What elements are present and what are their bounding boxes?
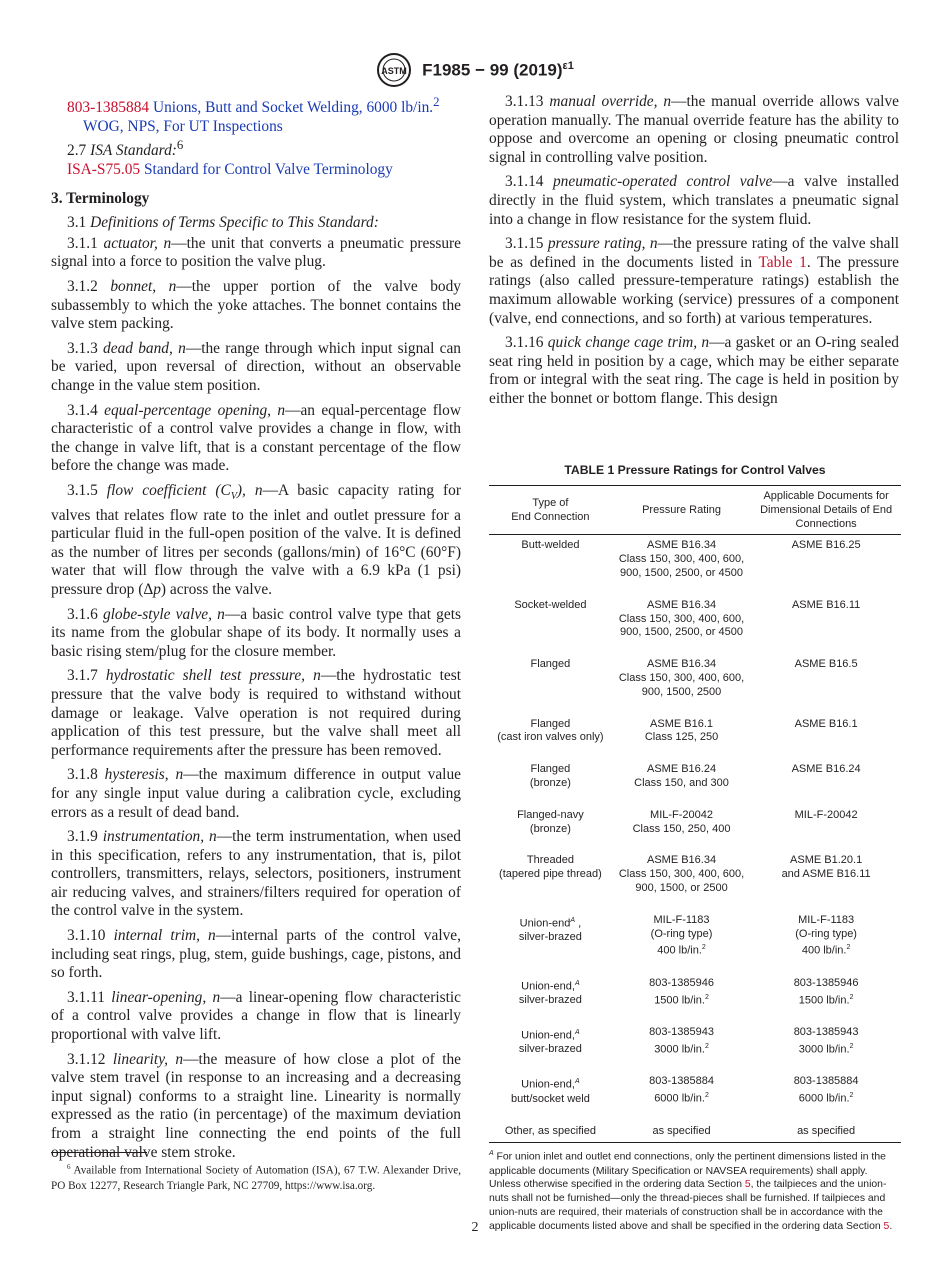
definition-3-1-8: 3.1.8 hysteresis, n—the maximum difference in output value for any single input value during a calibration cycle, excluding errors as a result of dead band. [51, 766, 461, 821]
definition-3-1-6: 3.1.6 globe-style valve, n—a basic control valve type that gets its name from the globular shape of its body. It normally uses a basic rising stem/plug for the closure member. [51, 605, 461, 660]
table-spacer-cell [612, 836, 751, 850]
table-cell: ASME B16.34 Class 150, 300, 400, 600, 900, 1500, 2500, or 4500 [618, 539, 745, 579]
page-number: 2 [471, 1220, 479, 1235]
table-spacer-cell [751, 791, 901, 805]
designation: F1985 − 99 $(2019)^{\varepsilon 1}$ [422, 59, 574, 80]
table-row-spacer [489, 836, 901, 850]
table-spacer-cell [612, 640, 751, 654]
ref-continuation: WOG, NPS, For UT Inspections [83, 117, 283, 135]
table-cell: ASME B16.5 [794, 658, 858, 671]
table-cell: Other, as specified [489, 1121, 612, 1143]
table-row-spacer [489, 959, 901, 973]
table-spacer-cell [751, 700, 901, 714]
table-row-spacer [489, 640, 901, 654]
table-spacer-cell [751, 896, 901, 910]
table-cell: Union-end$^A$ , silver-brazed [518, 916, 582, 944]
table-cell: as specified [612, 1121, 751, 1143]
table-spacer-cell [751, 1057, 901, 1071]
table-spacer-cell [489, 1008, 612, 1022]
table-cell: 803-1385943 3000 lb/in.$^2$ [793, 1026, 859, 1056]
table-row [489, 850, 901, 895]
table-row [489, 654, 901, 699]
table-caption: TABLE 1 Pressure Ratings for Control Valves [564, 463, 826, 477]
table-cell: Union-end,$^A$ silver-brazed [518, 1029, 582, 1056]
table-cell: ASME B16.34 Class 150, 300, 400, 600, 900, 1500, or 2500 [618, 854, 745, 894]
table-1-link[interactable]: Table 1 [758, 253, 807, 271]
ref-803-1385884-link[interactable]: 803-1385884 [67, 99, 150, 117]
svg-text:ASTM: ASTM [381, 66, 407, 76]
table-spacer-cell [751, 1008, 901, 1022]
table-cell: MIL-F-1183 (O-ring type) 400 lb/in.$^2$ [650, 913, 713, 957]
table-cell: ASME B16.11 [791, 598, 861, 611]
table-spacer-cell [612, 700, 751, 714]
table-cell: MIL-F-20042 [794, 808, 858, 821]
table-cell: Flanged-navy (bronze) [517, 808, 584, 835]
table-spacer-cell [751, 836, 901, 850]
table-row-spacer [489, 1008, 901, 1022]
table-header-cell: Pressure Rating [612, 486, 751, 535]
astm-logo-icon [376, 52, 412, 88]
table-row [489, 714, 901, 746]
table-row [489, 1022, 901, 1057]
table-cell: 803-1385943 3000 lb/in.$^2$ [649, 1026, 714, 1056]
definition-3-1-9: 3.1.9 instrumentation, n—the term instrumentation, when used in this specification, refers to any instrumentation, that is, pilot controllers, transmitters, relays, selectors, positioners, instrument air reducing valves, and strainers/filters required for operation of the control valve in the system. [51, 828, 461, 920]
section-heading-terminology: 3. Terminology [51, 189, 150, 207]
table-spacer-cell [612, 581, 751, 595]
ref-803-1385884: 803-1385884 Unions, Butt and Socket Welding, 6000 lb/in.$^2$ [67, 95, 440, 117]
table-spacer-cell [751, 640, 901, 654]
table-spacer-cell [612, 791, 751, 805]
left-column [51, 93, 461, 1168]
table-spacer-cell [751, 745, 901, 759]
table-cell: MIL-F-20042 Class 150, 250, 400 [632, 808, 731, 835]
table-row-spacer [489, 1057, 901, 1071]
definition-3-1-2: 3.1.2 bonnet, n—the upper portion of the valve body subassembly to which the yoke attaches. The bonnet contains the valve stem packing. [51, 278, 461, 333]
table-row-spacer [489, 1107, 901, 1121]
table-spacer-cell [489, 791, 612, 805]
table-spacer-cell [612, 1107, 751, 1121]
table-cell: Butt-welded [521, 539, 580, 552]
table-spacer-cell [612, 1008, 751, 1022]
footnote-rule [51, 1152, 147, 1153]
table-row-spacer [489, 745, 901, 759]
page-header [0, 52, 950, 88]
table-cell: 803-1385884 6000 lb/in.$^2$ [649, 1075, 714, 1105]
table-cell: Socket-welded [514, 598, 587, 611]
table-cell: MIL-F-1183 (O-ring type) 400 lb/in.$^2$ [795, 913, 857, 957]
table-cell: ASME B16.1 Class 125, 250 [644, 717, 719, 744]
table-spacer-cell [612, 745, 751, 759]
table-header-cell: Type of End Connection [489, 486, 612, 535]
table-row [489, 805, 901, 837]
pressure-ratings-table [489, 485, 901, 1143]
definition-3-1-12: 3.1.12 linearity, n—the measure of how close a plot of the valve stem travel (in response to an increasing and a decreasing input signal) conforms to a straight line. Linearity is normally expressed as the ratio (in percentage) of the maximum deviation from a straight line connecting the end points of the full operational valve stem stroke. [51, 1050, 461, 1161]
definition-3-1-11: 3.1.11 linear-opening, n—a linear-opening flow characteristic of a control valve provides a change in flow that is linearly proportional with valve lift. [51, 988, 461, 1044]
table-spacer-cell [489, 1107, 612, 1121]
definition-3-1-10: 3.1.10 internal trim, n—internal parts of the control valve, including seat rings, plug, stem, guide bushings, cage, pistons, and so forth. [51, 927, 461, 982]
table-spacer-cell [489, 700, 612, 714]
table-header-cell: Applicable Documents for Dimensional Details of End Connections [751, 486, 901, 535]
table-spacer-cell [751, 1107, 901, 1121]
section-2-7: 2.7 ISA Standard:$^6$ [67, 138, 184, 160]
footnote-6: $^6$ Available from International Society of Automation (ISA), 67 T.W. Alexander Drive, PO Box 12277, Research Triangle Park, NC 27709, https://www.isa.org. [51, 1163, 461, 1192]
definition-3-1-7: 3.1.7 hydrostatic shell test pressure, n—the hydrostatic test pressure that the valve body is required to withstand without damage or leakage. Valve operation is not required during application of this test pressure, but the valve shall meet all performance requirements after the pressure has been removed. [51, 667, 461, 759]
table-cell: Threaded (tapered pipe thread) [499, 854, 602, 881]
table-cell: ASME B16.34 Class 150, 300, 400, 600, 900, 1500, 2500 [618, 658, 745, 698]
table-cell: Flanged [530, 658, 571, 671]
table-spacer-cell [489, 896, 612, 910]
table-spacer-cell [751, 959, 901, 973]
table-spacer-cell [612, 959, 751, 973]
table-cell: ASME B16.1 [794, 717, 858, 730]
table-cell: Union-end,$^A$ butt/socket weld [510, 1078, 590, 1105]
table-spacer-cell [489, 745, 612, 759]
table-row-spacer [489, 791, 901, 805]
definition-3-1-5: 3.1.5 flow coefficient $(C_V)$, n—A basic capacity rating for valves that relates flow rate to the inlet and outlet pressure for a particular fluid in the full-open position of the valve. It is defined as the number of litres per seconds (gallons/min) of 16°C (60°F) water that will flow through the valve with a 6.9 kPa (1 psi) pressure drop (Δp) across the valve. [51, 481, 461, 598]
definition-3-1-15: 3.1.15 pressure rating, n—the pressure rating of the valve shall be as defined in the documents listed in Table 1. The pressure ratings (also called pressure-temperature ratings) establish the maximum allowable working (service) pressures of a component (valve, end connections, and so forth) at various temperatures. [489, 235, 900, 327]
table-row-spacer [489, 896, 901, 910]
table-footnote: $^A$ For union inlet and outlet end connections, only the pertinent dimensions listed in the applicable documents (Military Specification or NAVSEA requirements) shall apply. Unless otherwise specified in the ordering data Section 5, the tailpieces and the union-nuts shall not be furnished—only the thread-pieces shall be furnished. If tailpieces and union-nuts are required, their materials of construction shall be in accordance with the applicable documents listed above and shall be specified in the ordering data Section 5. [489, 1150, 893, 1232]
right-column [489, 93, 899, 415]
definition-3-1-14: 3.1.14 pneumatic-operated control valve—a valve installed directly in the fluid system, which translates a pneumatic signal into a change in flow resistance for the system fluid. [489, 173, 899, 228]
table-row-spacer [489, 581, 901, 595]
section-5-link[interactable]: 5 [744, 1179, 751, 1191]
table-cell: as specified [751, 1121, 901, 1143]
table-spacer-cell [489, 640, 612, 654]
table-row [489, 595, 901, 640]
ref-isa: ISA-S75.05 Standard for Control Valve Terminology [67, 161, 393, 179]
table-cell: 803-1385884 6000 lb/in.$^2$ [793, 1075, 859, 1105]
definition-3-1-4: 3.1.4 equal-percentage opening, n—an equal-percentage flow characteristic of a control valve provides a change in flow, with the change in valve lift, that is a constant percentage of the flow before the change was made. [51, 401, 461, 475]
definition-3-1-16: 3.1.16 quick change cage trim, n—a gasket or an O-ring sealed seat ring held in position by a cage, which may be either separate from or integral with the seat ring. The cage is held in position by either the bonnet or bottom flange. This design [489, 334, 899, 407]
section-3-1: 3.1 Definitions of Terms Specific to This Standard: [67, 214, 379, 232]
table-cell: Flanged (bronze) [529, 763, 571, 789]
table-row [489, 535, 901, 581]
table-row [489, 759, 901, 791]
table-row [489, 1121, 901, 1143]
section-5-link-2[interactable]: 5 [883, 1220, 890, 1232]
table-cell: Union-end,$^A$ silver-brazed [518, 979, 582, 1007]
table-row [489, 910, 901, 959]
table-row [489, 973, 901, 1008]
table-spacer-cell [612, 1057, 751, 1071]
table-spacer-cell [489, 581, 612, 595]
definition-3-1-3: 3.1.3 dead band, n—the range through which input signal can be varied, upon reversal of direction, without an observable change in the value stem position. [51, 339, 461, 394]
table-1 [489, 463, 901, 1234]
table-cell: ASME B16.34 Class 150, 300, 400, 600, 900, 1500, 2500, or 4500 [618, 598, 745, 639]
table-spacer-cell [489, 1057, 612, 1071]
table-row [489, 1071, 901, 1106]
table-spacer-cell [612, 896, 751, 910]
definition-3-1-13: 3.1.13 manual override, n—the manual override allows valve operation manually. The manual override feature has the ability to oppose and overcome an opening or closing pneumatic control signal in controlling valve position. [489, 93, 899, 166]
table-cell: ASME B1.20.1 and ASME B16.11 [781, 854, 871, 881]
table-spacer-cell [751, 581, 901, 595]
table-cell: Flanged (cast iron valves only) [497, 717, 604, 744]
table-cell: 803-1385946 1500 lb/in.$^2$ [649, 976, 714, 1007]
table-cell: 803-1385946 1500 lb/in.$^2$ [793, 976, 859, 1007]
isa-s75-05-link[interactable]: ISA-S75.05 [67, 161, 141, 179]
table-cell: ASME B16.24 Class 150, and 300 [634, 763, 729, 789]
table-cell: ASME B16.24 [791, 763, 861, 776]
table-cell: ASME B16.25 [791, 539, 861, 552]
table-row-spacer [489, 700, 901, 714]
definition-3-1-1: 3.1.1 actuator, n—the unit that converts a pneumatic pressure signal into a force to position the valve plug. [51, 234, 462, 271]
table-spacer-cell [489, 959, 612, 973]
table-spacer-cell [489, 836, 612, 850]
